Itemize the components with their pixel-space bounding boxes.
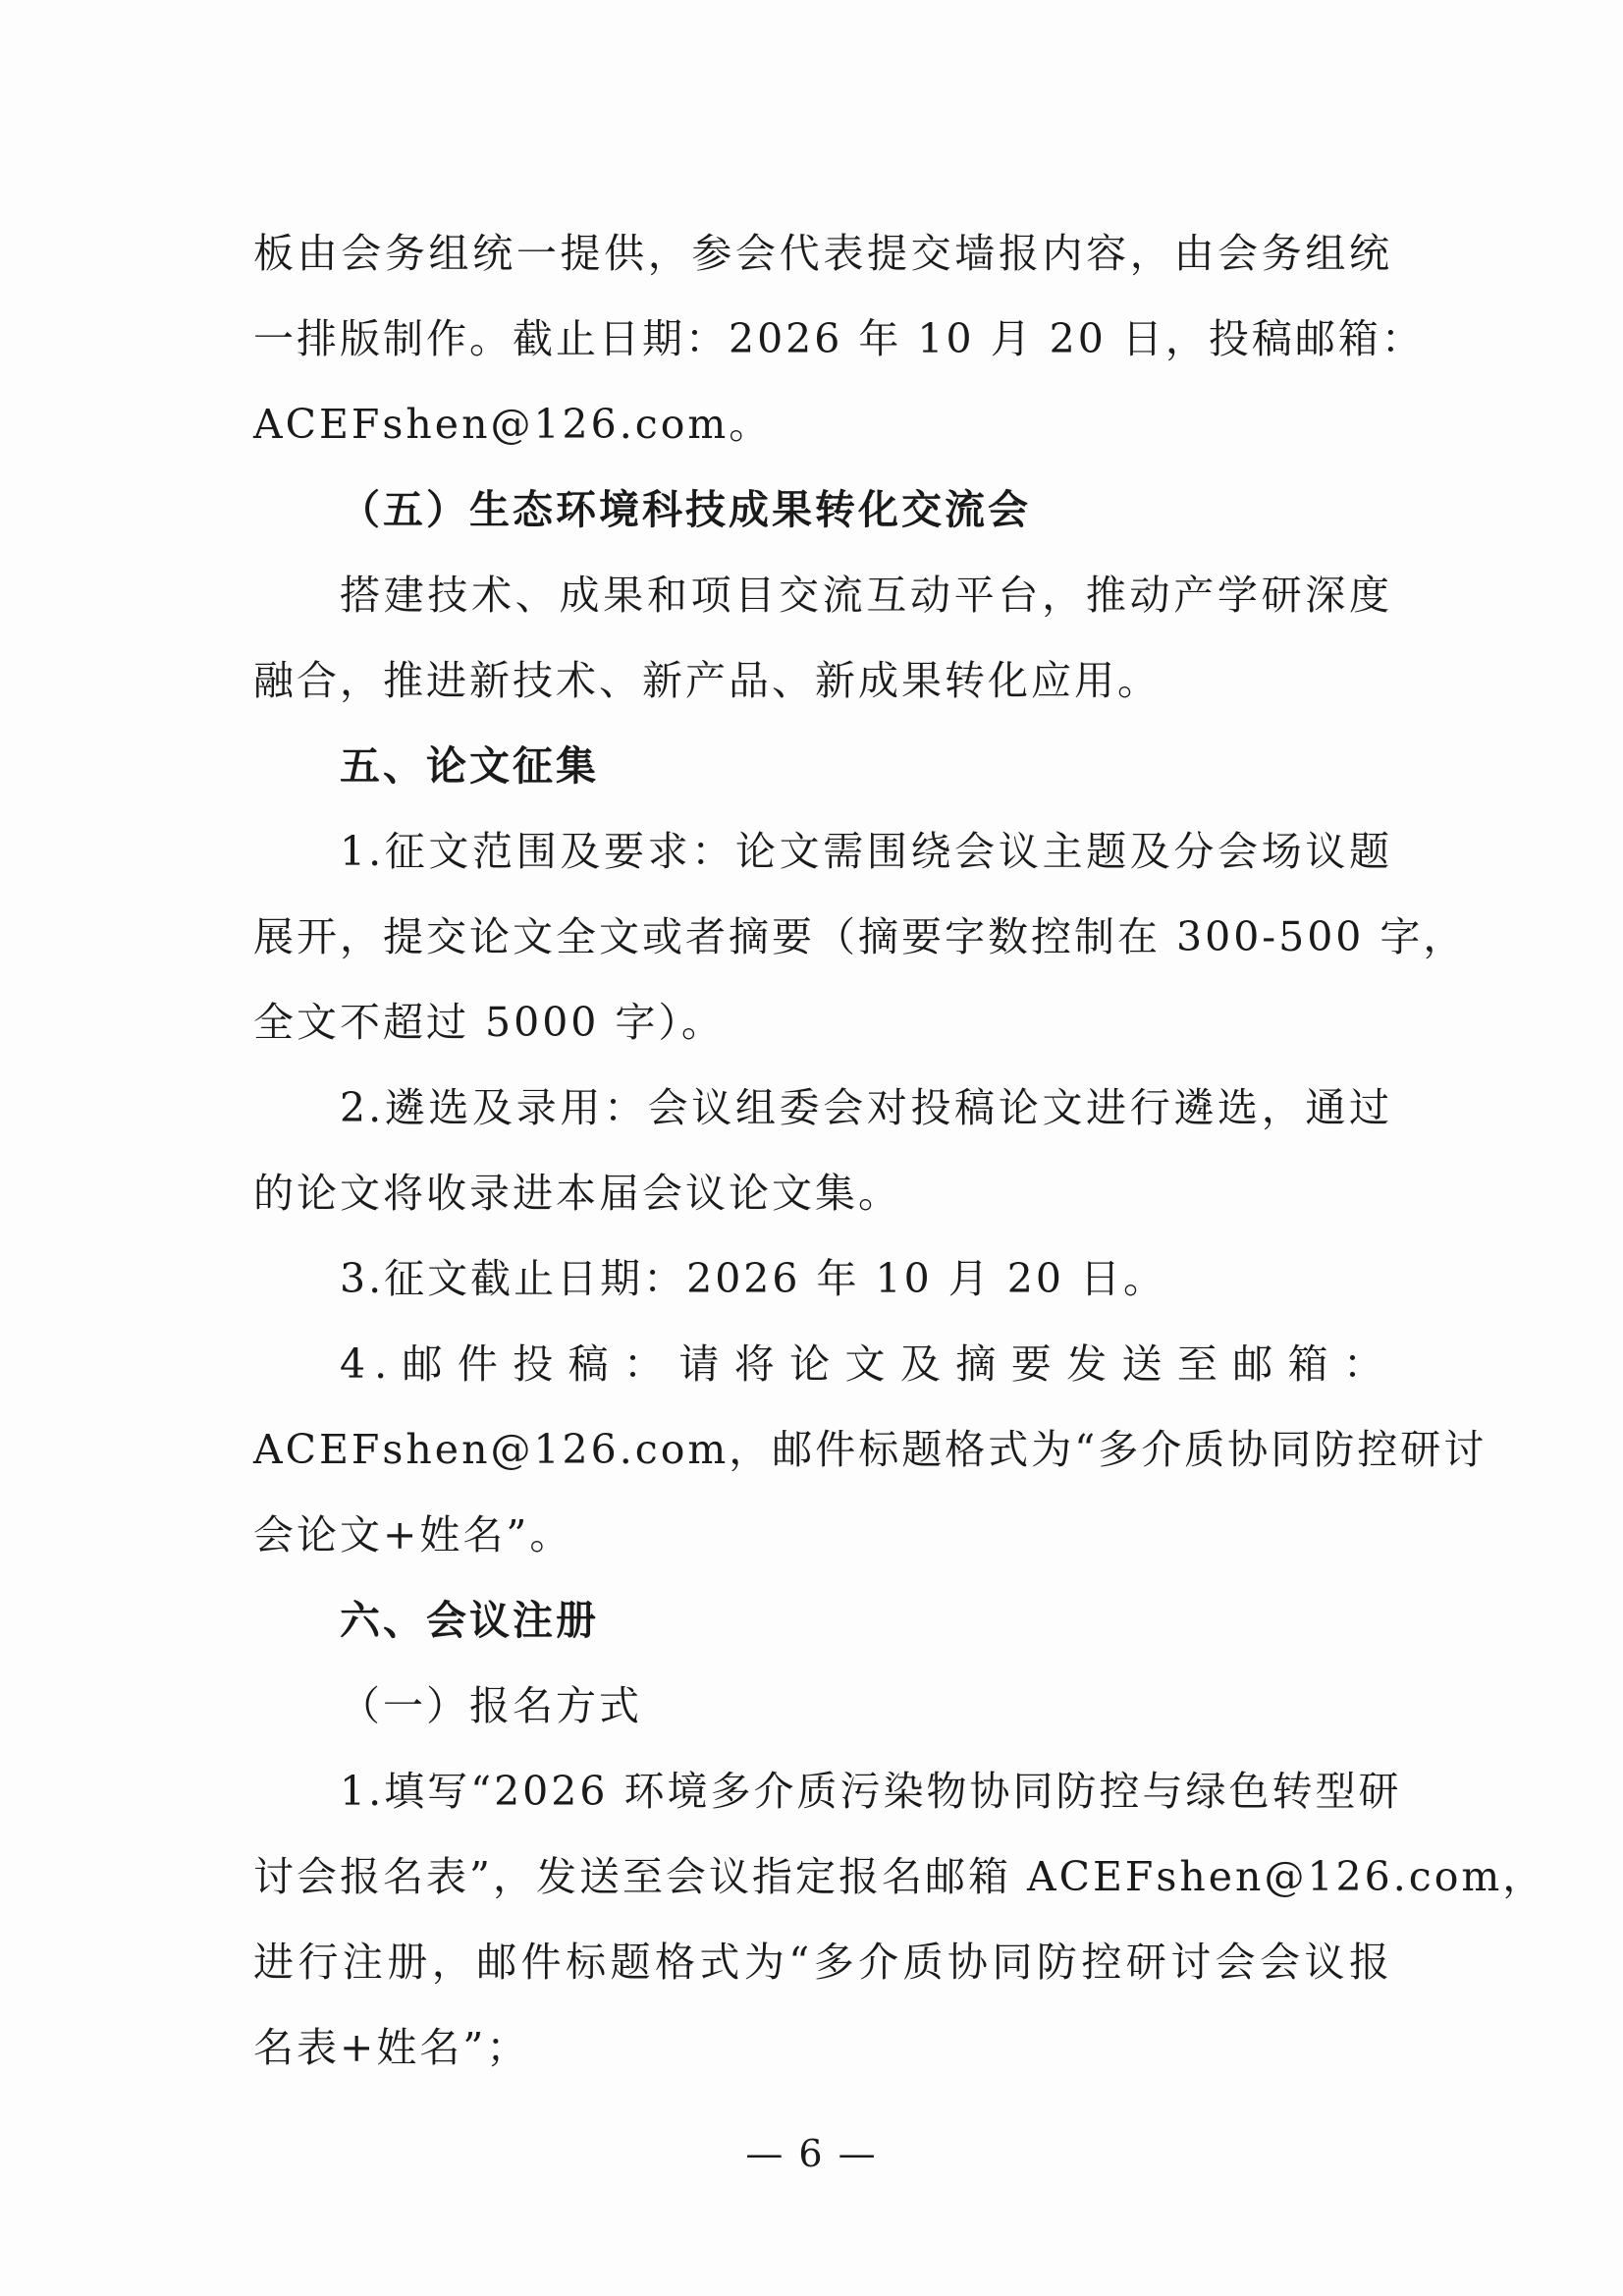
paragraph-line: 3.征文截止日期：2026 年 10 月 20 日。 [340, 1255, 1166, 1302]
paragraph-line: 融合，推进新技术、新产品、新成果转化应用。 [253, 657, 1161, 704]
section-heading: 六、会议注册 [340, 1597, 599, 1644]
paragraph-line: 1.征文范围及要求：论文需围绕会议主题及分会场议题 [340, 828, 1392, 875]
paragraph-line: 板由会务组统一提供，参会代表提交墙报内容，由会务组统 [253, 230, 1392, 277]
paragraph-line: 讨会报名表”，发送至会议指定报名邮箱 ACEFshen@126.com， [253, 1853, 1546, 1900]
subsection-heading: （五）生态环境科技成果转化交流会 [340, 486, 1031, 533]
paragraph-line: 4.邮件投稿：请将论文及摘要发送至邮箱： [340, 1340, 1392, 1388]
paragraph-line: ACEFshen@126.com，邮件标题格式为“多介质协同防控研讨 [253, 1426, 1488, 1473]
paragraph-line: 2.遴选及录用：会议组委会对投稿论文进行遴选，通过 [340, 1084, 1392, 1131]
paragraph-line: 全文不超过 5000 字）。 [253, 999, 725, 1046]
page-number: — 6 — [745, 2132, 878, 2175]
email-line: ACEFshen@126.com。 [253, 401, 773, 448]
document-body [253, 211, 1546, 2091]
paragraph-line: 的论文将收录进本届会议论文集。 [253, 1170, 901, 1217]
paragraph-line: 会论文+姓名”。 [253, 1511, 573, 1558]
paragraph-line: 1.填写“2026 环境多介质污染物协同防控与绿色转型研 [340, 1768, 1402, 1815]
section-heading: 五、论文征集 [340, 742, 599, 790]
paragraph-line: 进行注册，邮件标题格式为“多介质协同防控研讨会会议报 [253, 1939, 1392, 1986]
subsection-heading: （一）报名方式 [340, 1682, 642, 1729]
paragraph-line: 搭建技术、成果和项目交流互动平台，推动产学研深度 [340, 572, 1392, 619]
paragraph-line: 展开，提交论文全文或者摘要（摘要字数控制在 300-500 字， [253, 913, 1467, 960]
paragraph-line: 一排版制作。截止日期：2026 年 10 月 20 日，投稿邮箱： [253, 315, 1425, 362]
paragraph-line: 名表+姓名”； [253, 2024, 530, 2071]
